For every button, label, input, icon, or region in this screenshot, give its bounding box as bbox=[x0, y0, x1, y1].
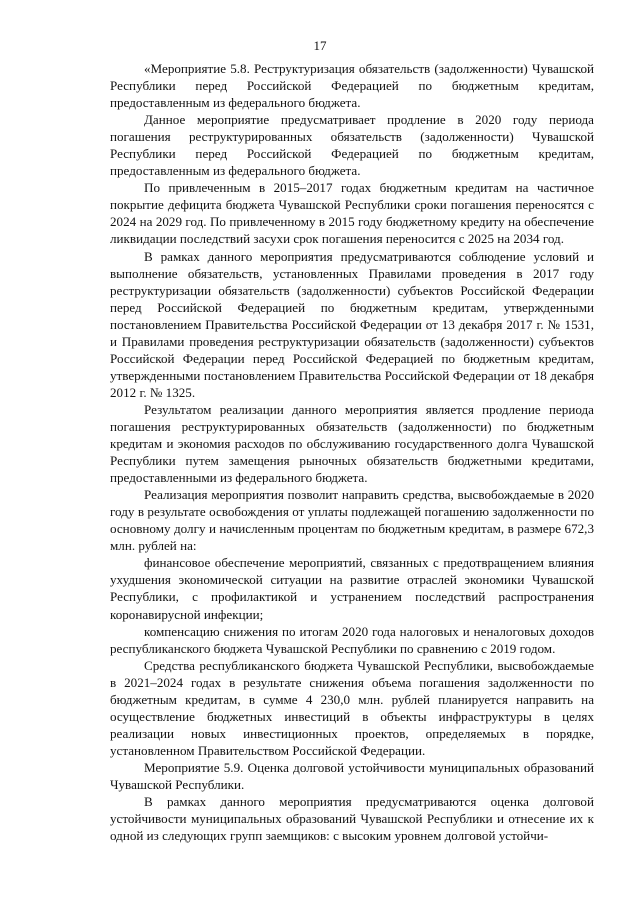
paragraph: Средства республиканского бюджета Чувашской Республики, высвобождаемые в 2021–2024 годах в результате снижения объема погашения задолженности по бюджетным кредитам, в сумме 4 230,0 млн. рублей планируется направить на осуществление бюджетных инвестиций в объекты инфраструктуры в целях реализации новых инвестиционных проектов, определяемых в порядке, установленном Правительством Российской Федерации. bbox=[110, 657, 594, 758]
paragraph: «Мероприятие 5.8. Реструктуризация обязательств (задолженности) Чувашской Республики перед Российской Федерацией по бюджетным кредитам, предоставленным из федерального бюджета. bbox=[110, 61, 594, 111]
paragraph: Результатом реализации данного мероприятия является продление периода погашения реструктурированных обязательств (задолженности) по бюджетным кредитам и экономия расходов по обслуживанию государственного долга Чувашской Республики путем замещения рыночных обязательств бюджетными кредитами, предоставленными из федерального бюджета. bbox=[110, 401, 594, 486]
paragraph: компенсацию снижения по итогам 2020 года налоговых и неналоговых доходов республиканского бюджета Чувашской Республики по сравнению с 2019 годом. bbox=[110, 623, 594, 656]
page-number: 17 bbox=[313, 38, 327, 53]
paragraph: Реализация мероприятия позволит направить средства, высвобождаемые в 2020 году в результате освобождения от уплаты подлежащей погашению задолженности по основному долгу и начисленным процентам по бюджетным кредитам, в размере 672,3 млн. рублей на: bbox=[110, 487, 594, 554]
paragraph: По привлеченным в 2015–2017 годах бюджетным кредитам на частичное покрытие дефицита бюджета Чувашской Республики сроки погашения переносятся с 2024 на 2029 год. По привлеченному в 2015 году бюджетному кредиту на обеспечение ликвидации последствий засухи срок погашения переносится с 2025 на 2034 год. bbox=[110, 180, 594, 247]
paragraph: Мероприятие 5.9. Оценка долговой устойчивости муниципальных образований Чувашской Республики. bbox=[110, 759, 594, 792]
paragraph: финансовое обеспечение мероприятий, связанных с предотвращением влияния ухудшения экономической ситуации на развитие отраслей экономики Чувашской Республики, с профилактикой и устранением последствий распространения коронавирусной инфекции; bbox=[110, 555, 594, 622]
paragraph: В рамках данного мероприятия предусматриваются соблюдение условий и выполнение обязательств, установленных Правилами проведения в 2017 году реструктуризации обязательств (задолженности) субъектов Российской Федерации перед Российской Федерацией по бюджетным кредитам, утвержденными постановлением Правительства Российской Федерации от 13 декабря 2017 г. № 1531, и Правилами проведения реструктуризации обязательств (задолженности) субъектов Российской Федерации перед Российской Федерацией по бюджетным кредитам, утвержденными постановлением Правительства Российской Федерации от 18 декабря 2012 г. № 1325. bbox=[110, 248, 594, 400]
document-body bbox=[110, 60, 594, 844]
paragraph: В рамках данного мероприятия предусматриваются оценка долговой устойчивости муниципальных образований Чувашской Республики и отнесение их к одной из следующих групп заемщиков: с высоким уровнем долговой устойчи- bbox=[110, 794, 594, 844]
paragraph: Данное мероприятие предусматривает продление в 2020 году периода погашения реструктурированных обязательств (задолженности) Чувашской Республики перед Российской Федерацией по бюджетным кредитам, предоставленным из федерального бюджета. bbox=[110, 112, 594, 179]
